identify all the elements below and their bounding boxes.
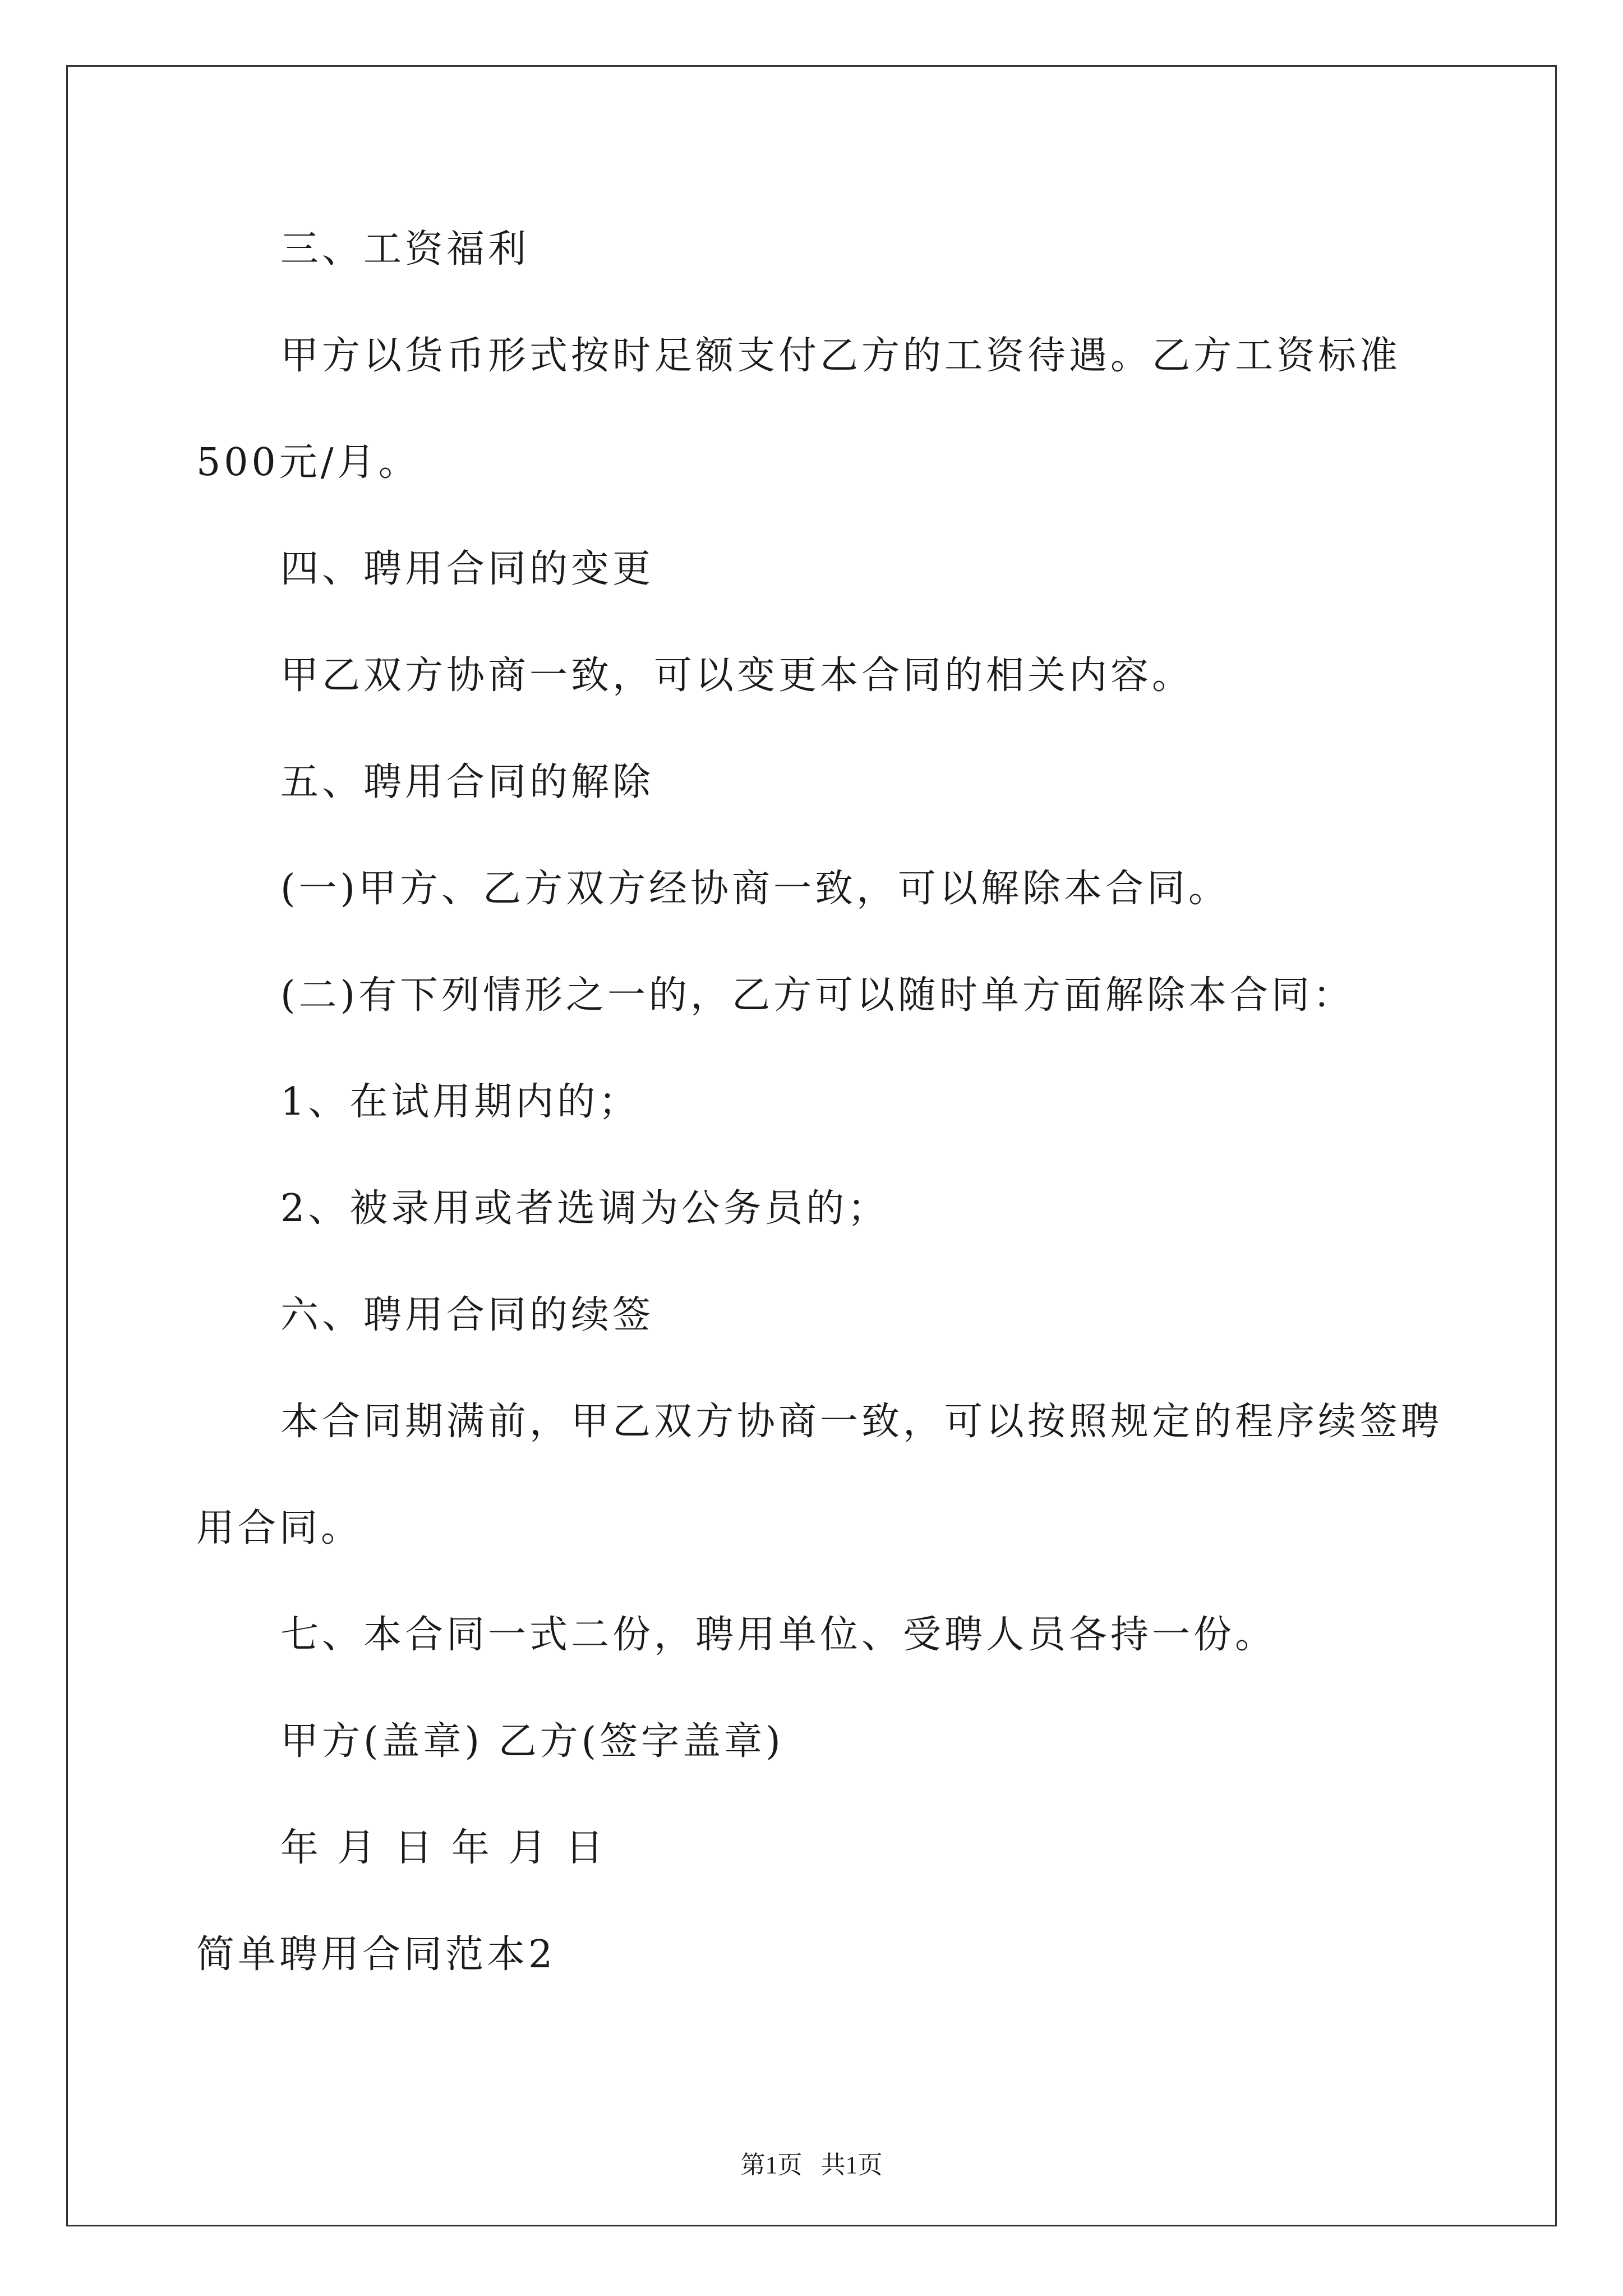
paragraph-wages-cont: 500元/月。	[196, 440, 420, 485]
heading-wages: 三、工资福利	[280, 227, 530, 272]
paragraph-copies: 七、本合同一式二份，聘用单位、受聘人员各持一份。	[280, 1613, 1277, 1657]
heading-contract-change: 四、聘用合同的变更	[280, 547, 654, 591]
signature-line: 甲方(盖章) 乙方(签字盖章)	[280, 1719, 784, 1764]
list-item-civil-servant: 2、被录用或者选调为公务员的；	[280, 1186, 889, 1231]
page-border	[66, 65, 1557, 2226]
paragraph-renewal: 本合同期满前，甲乙双方协商一致，可以按照规定的程序续签聘	[280, 1400, 1443, 1444]
paragraph-renewal-cont: 用合同。	[196, 1506, 363, 1550]
list-item-probation: 1、在试用期内的；	[280, 1080, 640, 1124]
paragraph-contract-change: 甲乙双方协商一致，可以变更本合同的相关内容。	[280, 654, 1194, 698]
clause-termination-2: (二)有下列情形之一的，乙方可以随时单方面解除本合同：	[280, 973, 1355, 1018]
page-footer: 第1页 共1页	[740, 2151, 883, 2179]
clause-termination-1: (一)甲方、乙方双方经协商一致，可以解除本合同。	[280, 867, 1230, 911]
heading-contract-termination: 五、聘用合同的解除	[280, 760, 654, 804]
paragraph-wages: 甲方以货币形式按时足额支付乙方的工资待遇。乙方工资标准	[280, 334, 1401, 378]
heading-contract-renewal: 六、聘用合同的续签	[280, 1293, 654, 1337]
date-line: 年 月 日 年 月 日	[280, 1826, 607, 1870]
section-title-sample-2: 简单聘用合同范本2	[196, 1932, 556, 1977]
